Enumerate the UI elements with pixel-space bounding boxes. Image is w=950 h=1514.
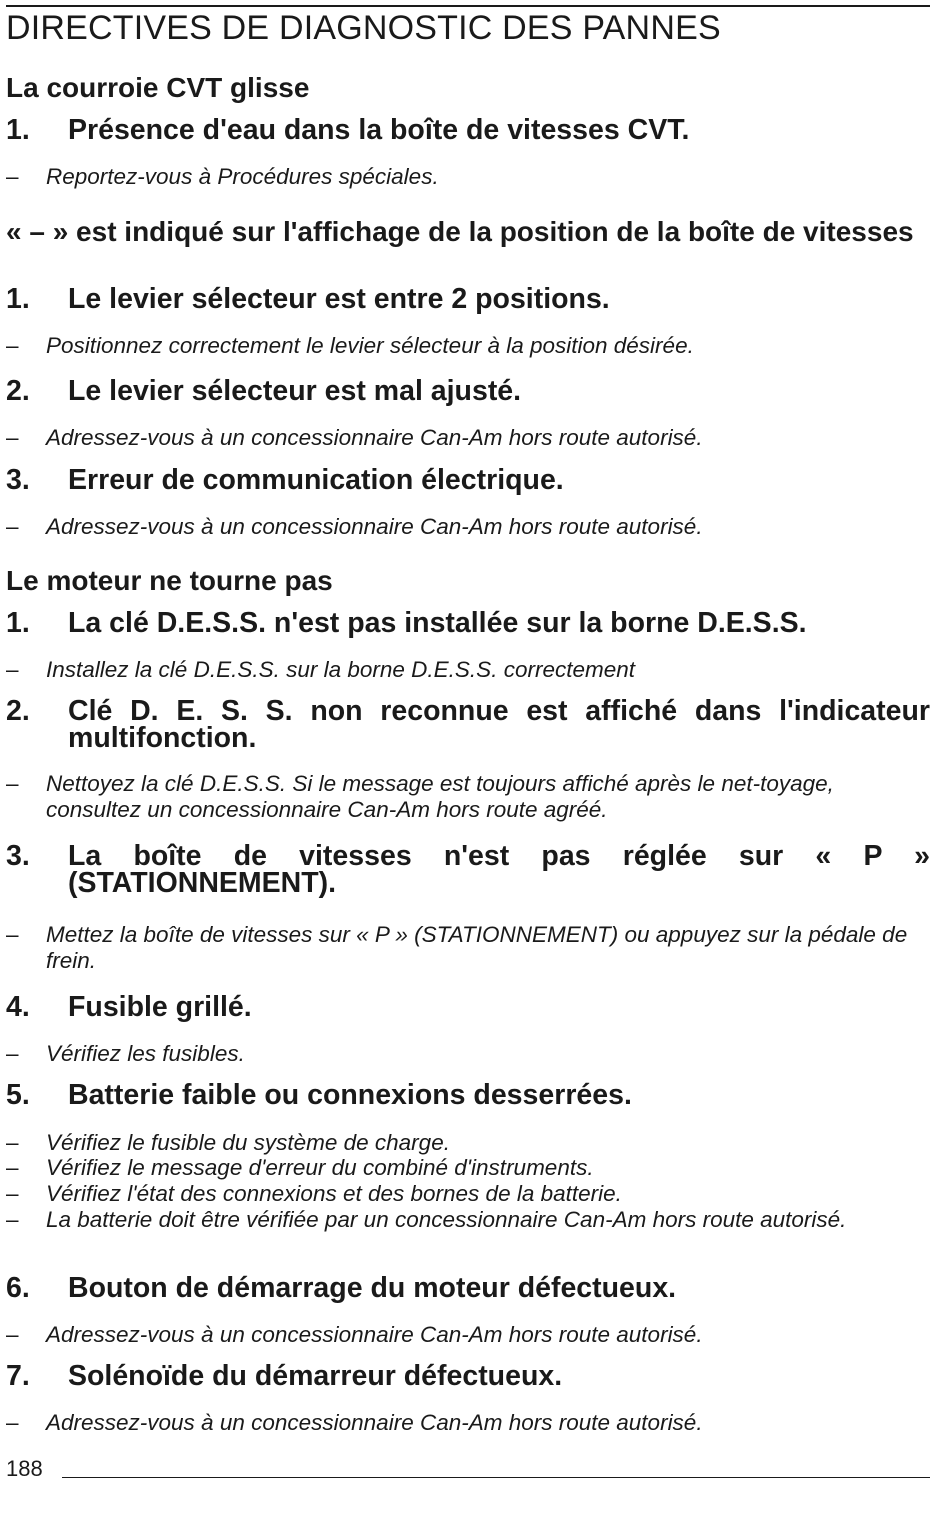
page-title: DIRECTIVES DE DIAGNOSTIC DES PANNES (6, 9, 721, 47)
item-text: Solénoïde du démarreur défectueux. (68, 1360, 563, 1392)
bullet-dash: – (6, 164, 19, 189)
bullet-dash: – (6, 1155, 19, 1180)
bullet-item (6, 1207, 930, 1233)
bullet-text: La batterie doit être vérifiée par un concessionnaire Can-Am hors route autorisé. (46, 1207, 847, 1232)
page-number: 188 (6, 1456, 43, 1481)
list-item (6, 607, 930, 639)
bullet-dash: – (6, 922, 19, 947)
footer-rule (62, 1477, 930, 1478)
item-number: 3. (6, 840, 30, 872)
bullet-dash: – (6, 1322, 19, 1347)
bullet-dash: – (6, 425, 19, 450)
section-heading-cvt-belt: La courroie CVT glisse (6, 72, 310, 103)
bullet-item (6, 333, 930, 359)
item-number: 4. (6, 991, 30, 1023)
bullet-text: Mettez la boîte de vitesses sur « P » (STATIONNEMENT) ou appuyez sur la pédale de frein. (46, 922, 908, 973)
item-number: 3. (6, 464, 30, 496)
bullet-text: Vérifiez les fusibles. (46, 1041, 245, 1066)
bullet-dash: – (6, 514, 19, 539)
bullet-item (6, 1410, 930, 1436)
item-number: 6. (6, 1272, 30, 1304)
bullet-item (6, 922, 930, 974)
list-item (6, 1360, 930, 1392)
bullet-dash: – (6, 771, 19, 796)
list-item (6, 283, 930, 315)
item-number: 2. (6, 375, 30, 407)
bullet-item (6, 1322, 930, 1348)
bullet-item (6, 1130, 930, 1156)
list-item (6, 114, 930, 146)
bullet-item (6, 425, 930, 451)
bullet-item (6, 1155, 930, 1181)
item-number: 1. (6, 283, 30, 315)
item-text: Le levier sélecteur est mal ajusté. (68, 375, 522, 407)
item-text: Présence d'eau dans la boîte de vitesses CVT. (68, 114, 690, 146)
item-number: 1. (6, 607, 30, 639)
bullet-text: Vérifiez le message d'erreur du combiné d'instruments. (46, 1155, 594, 1180)
item-number: 7. (6, 1360, 30, 1392)
item-number: 2. (6, 695, 30, 727)
item-number: 5. (6, 1079, 30, 1111)
bullet-dash: – (6, 1130, 19, 1155)
bullet-dash: – (6, 1041, 19, 1066)
item-text: Erreur de communication électrique. (68, 464, 564, 496)
list-item (6, 1079, 930, 1111)
item-number: 1. (6, 114, 30, 146)
bullet-dash: – (6, 657, 19, 682)
item-text: Batterie faible ou connexions desserrées. (68, 1079, 632, 1111)
bullet-item (6, 771, 930, 823)
list-item (6, 375, 930, 407)
list-item (6, 1272, 930, 1304)
bullet-item (6, 164, 930, 190)
list-item (6, 991, 930, 1023)
item-text: Le levier sélecteur est entre 2 positions. (68, 283, 610, 315)
bullet-dash: – (6, 1207, 19, 1232)
bullet-dash: – (6, 1181, 19, 1206)
bullet-text: Installez la clé D.E.S.S. sur la borne D.E.S.S. correctement (46, 657, 635, 682)
bullet-item (6, 1181, 930, 1207)
bullet-text: Adressez-vous à un concessionnaire Can-Am hors route autorisé. (46, 425, 703, 450)
bullet-text: Adressez-vous à un concessionnaire Can-Am hors route autorisé. (46, 1322, 703, 1347)
list-item (6, 695, 930, 754)
bullet-dash: – (6, 1410, 19, 1435)
bullet-item (6, 1041, 930, 1067)
bullet-text: Vérifiez l'état des connexions et des bornes de la batterie. (46, 1181, 622, 1206)
header-rule (6, 5, 930, 7)
bullet-text: Positionnez correctement le levier sélecteur à la position désirée. (46, 333, 694, 358)
bullet-item (6, 514, 930, 540)
bullet-text: Nettoyez la clé D.E.S.S. Si le message est toujours affiché après le net-toyage, consultez un concessionnaire Can-Am hors route agréé. (46, 771, 834, 822)
section-heading-gear-display: « – » est indiqué sur l'affichage de la position de la boîte de vitesses (6, 216, 914, 247)
item-text: Fusible grillé. (68, 991, 252, 1023)
list-item (6, 840, 930, 899)
item-text: Clé D. E. S. S. non reconnue est affiché dans l'indicateur multifonction. (68, 695, 930, 754)
section-heading-engine-not-turning: Le moteur ne tourne pas (6, 565, 333, 596)
bullet-text: Vérifiez le fusible du système de charge. (46, 1130, 450, 1155)
list-item (6, 464, 930, 496)
bullet-item (6, 657, 930, 683)
bullet-text: Adressez-vous à un concessionnaire Can-Am hors route autorisé. (46, 514, 703, 539)
item-text: La boîte de vitesses n'est pas réglée sur « P » (STATIONNEMENT). (68, 840, 930, 899)
item-text: La clé D.E.S.S. n'est pas installée sur la borne D.E.S.S. (68, 607, 807, 639)
bullet-text: Reportez-vous à Procédures spéciales. (46, 164, 439, 189)
item-text: Bouton de démarrage du moteur défectueux. (68, 1272, 677, 1304)
bullet-dash: – (6, 333, 19, 358)
bullet-text: Adressez-vous à un concessionnaire Can-Am hors route autorisé. (46, 1410, 703, 1435)
